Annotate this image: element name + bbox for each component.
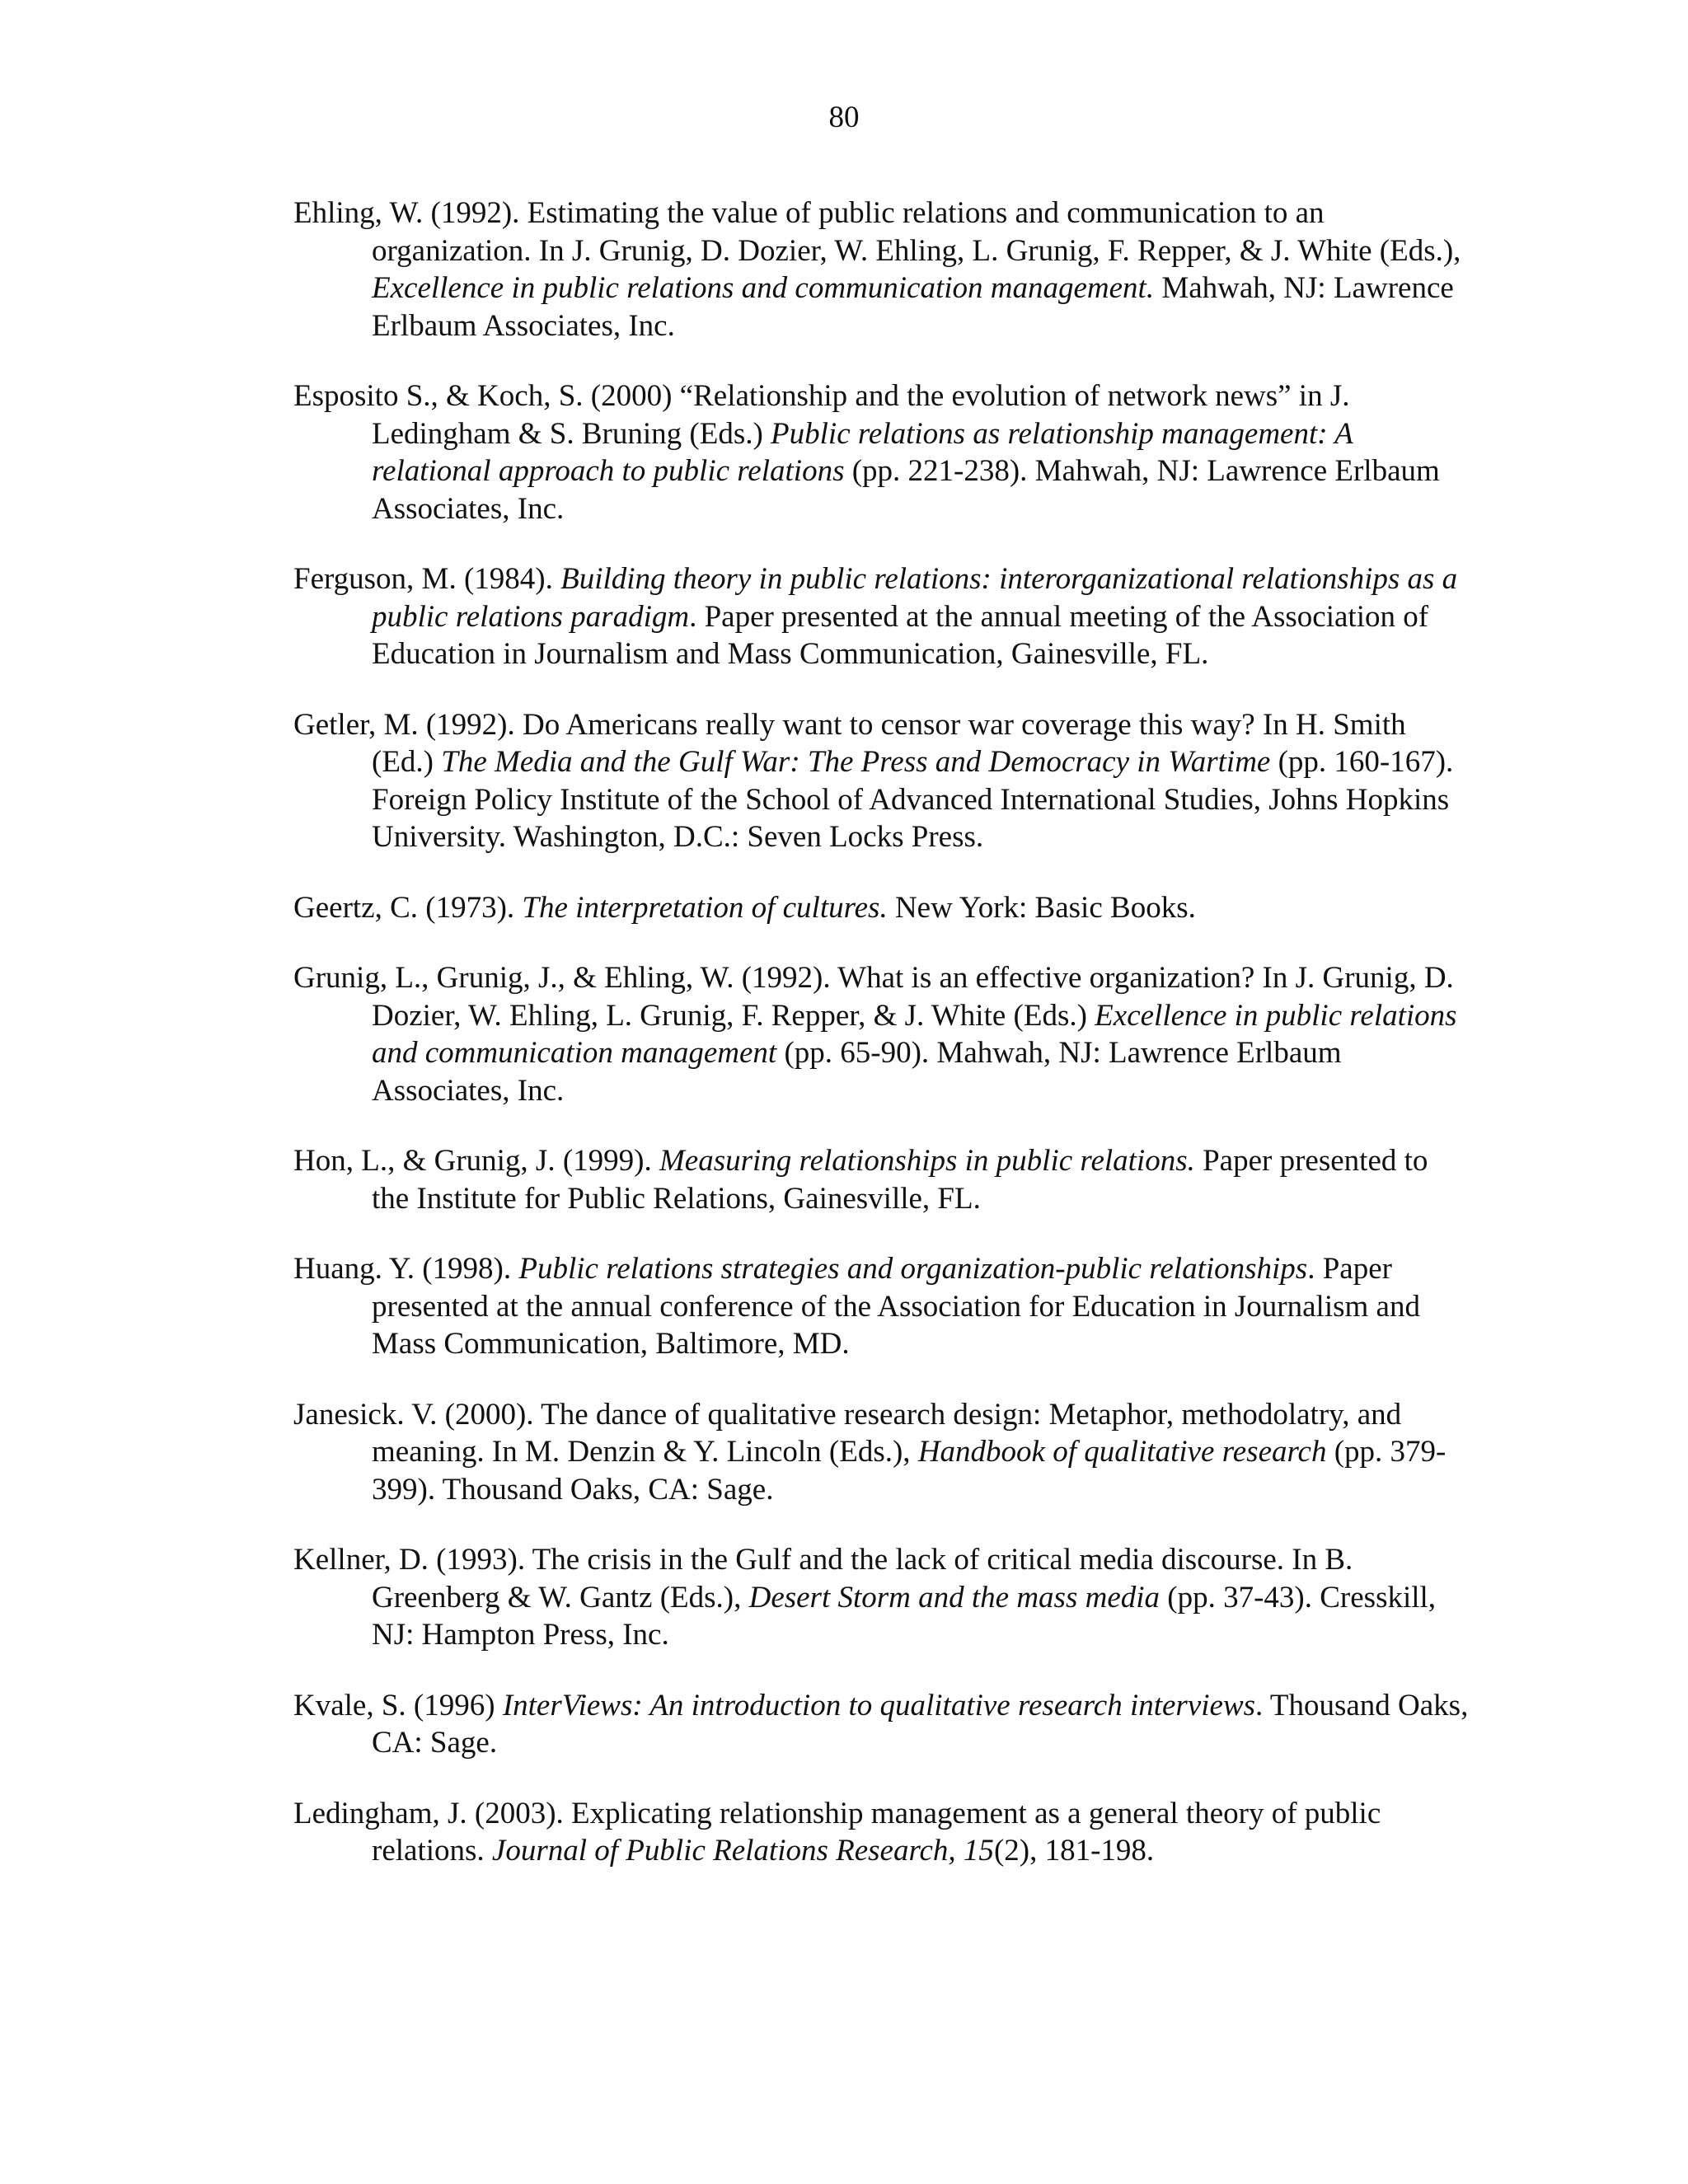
reference-text: (pp. 160-167). Foreign Policy Institute of the School of Advanced International Studies, Johns Hopkins University. Washington, D.C.: Seven Locks Press. — [372, 745, 1454, 854]
reference-text: . Paper presented at the annual meeting of the Association of Education in Journalism and Mass Communication, Gainesville, FL. — [372, 599, 1429, 671]
reference-entry — [293, 1250, 1472, 1363]
reference-text: Ferguson, M. (1984). — [293, 562, 561, 596]
reference-title-italic: Excellence in public relations and communication management — [372, 998, 1457, 1070]
reference-text: Hon, L., & Grunig, J. (1999). — [293, 1144, 659, 1178]
reference-text: (2), 181-198. — [993, 1834, 1155, 1868]
reference-title-italic: Desert Storm and the mass media — [748, 1580, 1160, 1615]
reference-text: (pp. 37-43). Cresskill, NJ: Hampton Press, Inc. — [372, 1580, 1437, 1652]
reference-entry — [293, 706, 1472, 856]
reference-entry — [293, 1687, 1472, 1762]
reference-title-italic: Handbook of qualitative research — [917, 1435, 1327, 1469]
reference-text: Getler, M. (1992). Do Americans really want to censor war coverage this way? In H. Smith (Ed.) — [293, 707, 1406, 779]
reference-entry — [293, 560, 1472, 673]
reference-entry — [293, 1142, 1472, 1217]
reference-entry — [293, 194, 1472, 344]
reference-title-italic: The interpretation of cultures. — [522, 890, 888, 925]
reference-entry — [293, 1396, 1472, 1509]
reference-text: New York: Basic Books. — [887, 890, 1196, 925]
reference-text: Ledingham, J. (2003). Explicating relationship management as a general theory of public relations. — [293, 1796, 1381, 1868]
reference-entry — [293, 959, 1472, 1109]
reference-text: Janesick. V. (2000). The dance of qualitative research design: Metaphor, methodolatry, and meaning. In M. Denzin & Y. Lincoln (Eds.), — [293, 1397, 1402, 1469]
reference-text: Paper presented to the Institute for Public Relations, Gainesville, FL. — [372, 1144, 1428, 1216]
reference-text: Kellner, D. (1993). The crisis in the Gulf and the lack of critical media discourse. In B. Greenberg & W. Gantz (Eds.), — [293, 1543, 1353, 1615]
reference-entry — [293, 1795, 1472, 1870]
reference-text: . Thousand Oaks, CA: Sage. — [372, 1688, 1469, 1760]
reference-title-italic: Building theory in public relations: interorganizational relationships as a public relations paradigm — [372, 562, 1458, 634]
reference-title-italic: InterViews: An introduction to qualitative research interviews — [502, 1688, 1256, 1722]
reference-text: Mahwah, NJ: Lawrence Erlbaum Associates, Inc. — [372, 271, 1454, 343]
page-number: 80 — [828, 101, 860, 134]
reference-list — [293, 194, 1472, 1903]
reference-text: . Paper presented at the annual conference of the Association for Education in Journalism and Mass Communication, Baltimore, MD. — [372, 1252, 1420, 1361]
reference-title-italic: Measuring relationships in public relations. — [659, 1144, 1195, 1178]
reference-title-italic: Excellence in public relations and communication management. — [372, 271, 1155, 305]
reference-text: (pp. 379-399). Thousand Oaks, CA: Sage. — [372, 1435, 1447, 1507]
reference-title-italic: Public relations as relationship management: A relational approach to public relations — [372, 416, 1353, 488]
reference-text: Kvale, S. (1996) — [293, 1688, 503, 1722]
reference-text: Geertz, C. (1973). — [293, 890, 523, 925]
reference-text: (pp. 65-90). Mahwah, NJ: Lawrence Erlbaum Associates, Inc. — [372, 1036, 1342, 1108]
reference-entry — [293, 377, 1472, 527]
reference-text: (pp. 221-238). Mahwah, NJ: Lawrence Erlbaum Associates, Inc. — [372, 454, 1440, 526]
reference-title-italic: Public relations strategies and organization-public relationships — [518, 1252, 1308, 1286]
reference-entry — [293, 1541, 1472, 1654]
reference-text: Grunig, L., Grunig, J., & Ehling, W. (1992). What is an effective organization? In J. Grunig, D. Dozier, W. Ehling, L. Grunig, F. Repper, & J. White (Eds.) — [293, 961, 1454, 1033]
reference-text: Huang. Y. (1998). — [293, 1252, 519, 1286]
reference-title-italic: The Media and the Gulf War: The Press and Democracy in Wartime — [441, 745, 1271, 779]
reference-text: Esposito S., & Koch, S. (2000) “Relationship and the evolution of network news” in J. Ledingham & S. Bruning (Eds.) — [293, 379, 1350, 451]
reference-entry — [293, 889, 1472, 927]
reference-text: Ehling, W. (1992). Estimating the value of public relations and communication to an organization. In J. Grunig, D. Dozier, W. Ehling, L. Grunig, F. Repper, & J. White (Eds.), — [293, 196, 1461, 268]
reference-title-italic: Journal of Public Relations Research, 15 — [491, 1834, 994, 1868]
